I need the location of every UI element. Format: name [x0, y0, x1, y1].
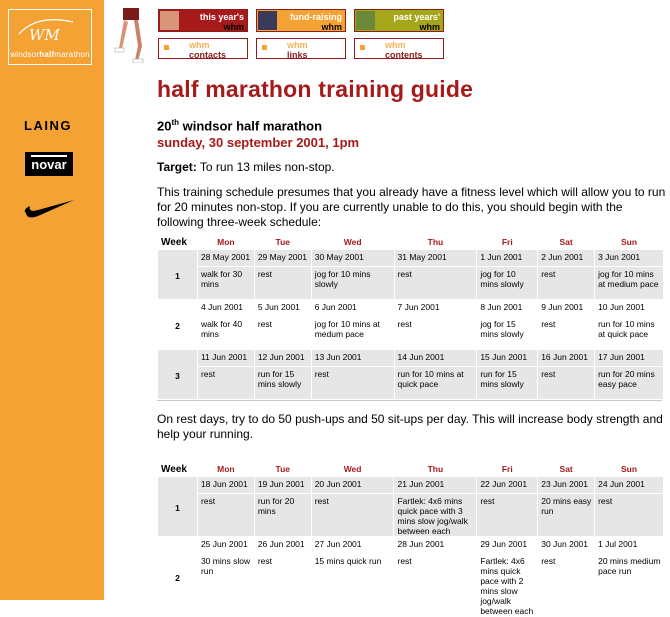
activity-cell: jog for 10 mins at medium pace [595, 267, 663, 299]
whm-logo[interactable] [8, 9, 92, 65]
activity-cell: rest [395, 267, 477, 299]
activity-cell: walk for 40 mins [200, 319, 243, 339]
activity-cell: 20 mins easy run [538, 494, 594, 536]
date-cell: 5 Jun 2001 [257, 302, 300, 312]
table-header-row [158, 462, 663, 476]
activity-cell: jog for 10 mins slowly [477, 267, 537, 299]
nav-fund-raising-whm[interactable] [256, 9, 346, 32]
activity-cell: run for 15 mins slowly [477, 367, 537, 399]
column-header-week: Week [161, 463, 187, 475]
date-cell: 29 Jun 2001 [480, 539, 528, 549]
activity-cell: rest [257, 319, 272, 329]
activity-cell: rest [255, 267, 311, 299]
column-header-day: Tue [275, 464, 290, 474]
date-cell: 19 Jun 2001 [255, 477, 311, 493]
week-number: 1 [158, 477, 197, 536]
table-row-dates [158, 300, 663, 316]
table-row-activities [158, 317, 663, 349]
activity-cell: jog for 10 mins at medum pace [314, 319, 380, 339]
activity-cell: 30 mins slow run [200, 556, 251, 576]
table-row-activities [158, 367, 663, 399]
sidebar [0, 0, 104, 600]
nav-thumb-image [258, 11, 277, 30]
column-header-day: Sat [559, 464, 573, 474]
date-cell: 1 Jun 2001 [477, 250, 537, 266]
nav-whm-links[interactable] [256, 38, 346, 59]
date-cell: 9 Jun 2001 [541, 302, 584, 312]
activity-cell: rest [312, 367, 394, 399]
column-header-day: Wed [343, 237, 362, 247]
date-cell: 6 Jun 2001 [314, 302, 357, 312]
week-number: 2 [175, 572, 180, 583]
logo-mark-icon [17, 16, 83, 46]
nav-label: fund-raising whm [290, 12, 342, 32]
nav-whm-contacts[interactable] [158, 38, 248, 59]
week-number: 1 [158, 250, 197, 299]
bullet-icon [360, 45, 365, 50]
nav-this-years-whm[interactable] [158, 9, 248, 32]
nav-thumb-image [356, 11, 375, 30]
date-cell: 11 Jun 2001 [198, 350, 254, 366]
activity-cell: 20 mins medium pace run [598, 556, 661, 576]
column-header-day: Fri [501, 237, 513, 247]
column-header-day: Sat [559, 237, 573, 247]
date-cell: 31 May 2001 [395, 250, 477, 266]
nav-label: whm contents [385, 40, 423, 60]
schedule-table-1 [157, 234, 664, 400]
activity-cell: walk for 30 mins [198, 267, 254, 299]
date-cell: 12 Jun 2001 [255, 350, 311, 366]
table-row-dates [158, 350, 663, 366]
svg-text:WM: WM [29, 26, 60, 44]
date-cell: 20 Jun 2001 [312, 477, 394, 493]
nav-past-years-whm[interactable] [354, 9, 444, 32]
activity-cell: rest [541, 556, 556, 566]
column-header-day: Mon [217, 464, 235, 474]
date-cell: 27 Jun 2001 [314, 539, 362, 549]
laing-sponsor-logo[interactable]: LAING [24, 118, 72, 133]
week-number: 2 [175, 320, 180, 331]
novar-sponsor-logo[interactable]: novar [25, 152, 73, 176]
activity-cell: Fartlek: 4x6 mins quick pace with 2 mins slow jog/walk between each [480, 556, 534, 616]
date-cell: 3 Jun 2001 [595, 250, 663, 266]
activity-cell: rest [312, 494, 394, 536]
week-number: 3 [158, 350, 197, 399]
activity-cell: rest [538, 367, 594, 399]
date-cell: 13 Jun 2001 [312, 350, 394, 366]
table-row-dates [158, 250, 663, 266]
page-title: half marathon training guide [157, 76, 474, 102]
date-cell: 26 Jun 2001 [257, 539, 305, 549]
schedule-table-2 [157, 461, 664, 617]
event-date: sunday, 30 september 2001, 1pm [157, 135, 360, 150]
column-header-week: Week [161, 236, 187, 248]
column-header-day: Thu [427, 237, 444, 247]
divider [157, 400, 662, 401]
activity-cell: rest [198, 367, 254, 399]
runner-legs-image [113, 8, 145, 63]
table-row-activities [158, 267, 663, 299]
date-cell: 22 Jun 2001 [477, 477, 537, 493]
nav-thumb-image [160, 11, 179, 30]
table-row-dates [158, 477, 663, 493]
column-header-day: Mon [217, 237, 235, 247]
date-cell: 2 Jun 2001 [538, 250, 594, 266]
date-cell: 7 Jun 2001 [397, 302, 440, 312]
table-row-dates [158, 537, 663, 553]
column-header-day: Tue [275, 237, 291, 247]
activity-cell: jog for 15 mins slowly [480, 319, 524, 339]
intro-paragraph: This training schedule presumes that you already have a fitness level which will allow you to run for 20 minutes non-stop. If you are currently unable to do this, you should begin with the following three-week schedule: [157, 185, 666, 229]
nav-label: whm contacts [189, 40, 227, 60]
nav-label: past years' whm [393, 12, 440, 32]
date-cell: 28 Jun 2001 [397, 539, 445, 549]
nav-label: whm links [287, 40, 308, 60]
date-cell: 30 Jun 2001 [541, 539, 589, 549]
activity-cell: run for 15 mins slowly [255, 367, 311, 399]
rest-days-paragraph: On rest days, try to do 50 push-ups and 50 sit-ups per day. This will increase body strength and help your running. [157, 412, 663, 441]
table-header-row [158, 235, 663, 249]
table-row-activities [158, 494, 663, 536]
activity-cell: rest [541, 319, 556, 329]
date-cell: 17 Jun 2001 [595, 350, 663, 366]
activity-cell: run for 20 mins [255, 494, 311, 536]
column-header-day: Sun [621, 464, 638, 474]
activity-cell: run for 10 mins at quick pace [395, 367, 477, 399]
nike-swoosh-icon[interactable] [24, 198, 76, 220]
activity-cell: 15 mins quick run [314, 556, 382, 566]
column-header-day: Thu [427, 464, 444, 474]
date-cell: 16 Jun 2001 [538, 350, 594, 366]
date-cell: 25 Jun 2001 [200, 539, 248, 549]
date-cell: 29 May 2001 [255, 250, 311, 266]
date-cell: 24 Jun 2001 [595, 477, 663, 493]
activity-cell: run for 10 mins at quick pace [598, 319, 655, 339]
date-cell: 8 Jun 2001 [480, 302, 523, 312]
activity-cell: jog for 10 mins slowly [312, 267, 394, 299]
table-row-activities [158, 554, 663, 616]
date-cell: 28 May 2001 [198, 250, 254, 266]
date-cell: 14 Jun 2001 [395, 350, 477, 366]
logo-wordmark: windsorhalfmarathon [10, 50, 90, 59]
event-heading: 20th windsor half marathon [157, 118, 323, 134]
date-cell: 23 Jun 2001 [538, 477, 594, 493]
bullet-icon [164, 45, 169, 50]
activity-cell: rest [595, 494, 663, 536]
date-cell: 21 Jun 2001 [394, 477, 476, 493]
activity-cell: Fartlek: 4x6 mins quick pace with 3 mins slow jog/walk between each [394, 494, 476, 536]
activity-cell: rest [397, 556, 412, 566]
activity-cell: rest [257, 556, 272, 566]
activity-cell: rest [477, 494, 537, 536]
activity-cell: run for 20 mins easy pace [595, 367, 663, 399]
date-cell: 30 May 2001 [312, 250, 394, 266]
column-header-day: Wed [343, 464, 362, 474]
date-cell: 10 Jun 2001 [598, 302, 645, 312]
column-header-day: Fri [501, 464, 513, 474]
activity-cell: rest [198, 494, 254, 536]
date-cell: 1 Jul 2001 [598, 539, 638, 549]
column-header-day: Sun [621, 237, 638, 247]
target-line: Target: To run 13 miles non-stop. [157, 160, 335, 174]
date-cell: 4 Jun 2001 [200, 302, 244, 312]
nav-label: this year's whm [199, 12, 244, 32]
nav-whm-contents[interactable] [354, 38, 444, 59]
activity-cell: rest [538, 267, 594, 299]
activity-cell: rest [397, 319, 412, 329]
bullet-icon [262, 45, 267, 50]
date-cell: 18 Jun 2001 [198, 477, 254, 493]
date-cell: 15 Jun 2001 [477, 350, 537, 366]
